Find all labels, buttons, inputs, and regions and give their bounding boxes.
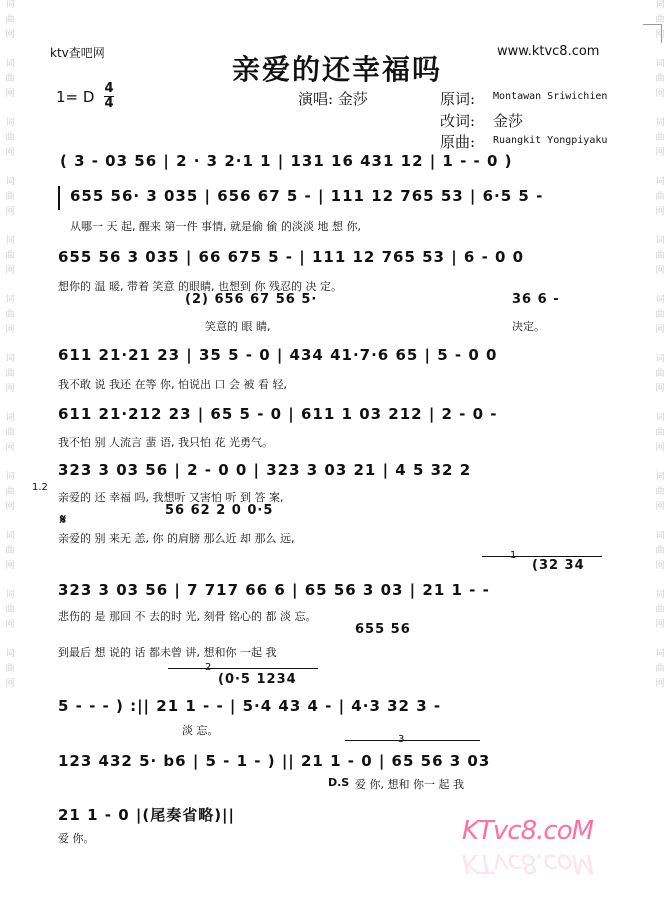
watermark-char: 词: [655, 177, 665, 187]
lyric-line-2: 从哪一 天 起, 醒来 第一件 事情, 就是偷 偷 的淡淡 地 想 你,: [70, 220, 361, 233]
watermark-char: 网: [655, 266, 665, 276]
watermark-char: 曲: [655, 133, 665, 143]
watermark-char: 网: [655, 620, 665, 630]
watermark-char: 网: [655, 502, 665, 512]
adapted-lyrics-label: 改词:: [440, 112, 476, 130]
watermark-char: 网: [5, 207, 15, 217]
watermark-char: 网: [655, 384, 665, 394]
lyric-line-10: 淡 忘。: [182, 724, 219, 737]
watermark-char: 词: [5, 649, 15, 659]
orig-lyrics-author: Montawan Sriwichien: [493, 91, 608, 102]
watermark-char: 词: [5, 295, 15, 305]
watermark-char: 词: [5, 177, 15, 187]
watermark-char: 网: [655, 443, 665, 453]
watermark-char: 词: [5, 472, 15, 482]
watermark-char: 网: [655, 561, 665, 571]
watermark-char: 曲: [5, 605, 15, 615]
score-line-7: 56 62 2 0 0·5: [165, 503, 274, 518]
watermark-char: 网: [655, 30, 665, 40]
volta-1: 1: [510, 550, 517, 561]
watermark-char: 曲: [655, 74, 665, 84]
score-line-9: 655 56: [355, 622, 411, 637]
watermark-char: 网: [5, 679, 15, 689]
watermark-char: 曲: [655, 546, 665, 556]
volta-3: 3: [398, 734, 405, 745]
watermark-char: 网: [655, 89, 665, 99]
site-url-right: www.ktvc8.com: [497, 44, 600, 59]
watermark-char: 网: [5, 325, 15, 335]
watermark-char: 词: [5, 0, 15, 10]
lyric-line-6: 亲爱的 还 幸福 吗, 我想听 又害怕 听 到 答 案,: [58, 491, 284, 504]
watermark-char: 曲: [5, 310, 15, 320]
watermark-char: 词: [655, 472, 665, 482]
orig-lyrics-label: 原词:: [440, 90, 476, 108]
lyric-line-4: 我不敢 说 我还 在等 你, 怕说出 口 会 被 看 轻,: [58, 378, 287, 391]
score-line-2: 655 56· 3 035 | 656 67 5 - | 111 12 765 53 | 6·5 5 -: [70, 187, 544, 205]
score-line-4: 611 21·21 23 | 35 5 - 0 | 434 41·7·6 65 | 5 - 0 0: [58, 346, 498, 364]
watermark-char: 曲: [655, 15, 665, 25]
watermark-char: 曲: [655, 369, 665, 379]
watermark-char: 网: [5, 620, 15, 630]
watermark-char: 词: [655, 354, 665, 364]
watermark-char: 曲: [5, 487, 15, 497]
watermark-char: 词: [5, 236, 15, 246]
verse-mark: 1.2: [32, 482, 48, 493]
watermark-char: 曲: [5, 192, 15, 202]
page-corner-mark: [643, 24, 662, 43]
watermark-char: 曲: [655, 192, 665, 202]
watermark-char: 词: [655, 0, 665, 10]
watermark-char: 曲: [5, 74, 15, 84]
watermark-char: 词: [655, 531, 665, 541]
score-line-8: 323 3 03 56 | 7 717 66 6 | 65 56 3 03 | 21 1 - -: [58, 581, 490, 599]
watermark-char: 词: [5, 354, 15, 364]
watermark-char: 词: [655, 295, 665, 305]
lyric-line-3: 想你的 温 暖, 带着 笑意 的眼睛, 也想到 你 残忍的 决 定。: [58, 280, 342, 293]
time-top: 4: [104, 81, 114, 96]
watermark-char: 词: [655, 236, 665, 246]
site-logo: KTvc8.coM: [462, 816, 594, 846]
orig-music-author: Ruangkit Yongpiyaku: [493, 135, 608, 146]
watermark-char: 网: [655, 148, 665, 158]
volta-2-bracket: [168, 668, 318, 669]
watermark-char: 词: [655, 590, 665, 600]
score-line-8-right: (32 34: [532, 558, 585, 573]
watermark-char: 网: [5, 266, 15, 276]
score-line-3: 655 56 3 035 | 66 675 5 - | 111 12 765 53 | 6 - 0 0: [58, 248, 525, 266]
ds-sign: D.S: [328, 776, 350, 789]
left-watermark: [3, 0, 17, 910]
segno-sign: 𝄋: [60, 512, 67, 528]
orig-music-label: 原曲:: [440, 133, 476, 151]
volta-2: 2: [205, 662, 212, 673]
lyric-line-8: 悲伤的 是 那回 不 去的时 光, 刻骨 铭心的 都 淡 忘。: [58, 610, 317, 623]
score-line-10-pre: (0·5 1234: [218, 672, 297, 687]
song-title: 亲爱的还幸福吗: [232, 53, 443, 86]
score-line-5: 611 21·212 23 | 65 5 - 0 | 611 1 03 212 | 2 - 0 -: [58, 405, 498, 423]
watermark-char: 词: [5, 413, 15, 423]
time-bottom: 4: [104, 96, 114, 111]
watermark-char: 曲: [655, 605, 665, 615]
watermark-char: 曲: [5, 664, 15, 674]
watermark-char: 曲: [5, 369, 15, 379]
watermark-char: 网: [655, 325, 665, 335]
watermark-char: 曲: [655, 487, 665, 497]
lyric-line-alt: 笑意的 眼 睛,: [205, 320, 271, 333]
watermark-char: 词: [655, 118, 665, 128]
watermark-char: 词: [655, 413, 665, 423]
volta-1-bracket: [482, 556, 602, 557]
watermark-char: 网: [655, 679, 665, 689]
lyric-line-7: 亲爱的 别 来无 恙, 你 的肩膀 那么近 却 那么 远,: [58, 532, 295, 545]
score-line-alt: (2) 656 67 56 5·: [185, 292, 318, 307]
watermark-char: 词: [5, 59, 15, 69]
singer-credit: 演唱: 金莎: [298, 90, 368, 108]
volta-3-bracket: [345, 740, 480, 741]
watermark-char: 词: [655, 649, 665, 659]
lyric-line-5: 我不怕 别 人流言 蜚 语, 我只怕 花 光勇气。: [58, 436, 273, 449]
watermark-char: 网: [5, 561, 15, 571]
watermark-char: 网: [5, 89, 15, 99]
score-line-6: 323 3 03 56 | 2 - 0 0 | 323 3 03 21 | 4 5 32 2: [58, 461, 472, 479]
watermark-char: 曲: [5, 428, 15, 438]
watermark-char: 网: [5, 443, 15, 453]
repeat-start-bar: [58, 186, 60, 210]
watermark-char: 曲: [655, 664, 665, 674]
watermark-char: 曲: [5, 133, 15, 143]
lyric-line-12: 爱 你。: [58, 832, 95, 845]
lyric-line-alt-right: 决定。: [512, 320, 545, 333]
watermark-char: 词: [5, 531, 15, 541]
site-name-left: ktv查吧网: [50, 46, 105, 60]
watermark-char: 曲: [5, 251, 15, 261]
right-watermark: [653, 0, 667, 910]
watermark-char: 网: [5, 384, 15, 394]
watermark-char: 网: [5, 30, 15, 40]
score-line-alt-right: 36 6 -: [512, 292, 560, 307]
lyric-line-11: 爱 你, 想和 你一 起 我: [355, 778, 464, 791]
watermark-char: 网: [5, 148, 15, 158]
watermark-char: 网: [5, 502, 15, 512]
watermark-char: 曲: [5, 15, 15, 25]
watermark-char: 曲: [655, 428, 665, 438]
score-line-10: 5 - - - ) :|| 21 1 - - | 5·4 43 4 - | 4·3 32 3 -: [58, 697, 442, 715]
watermark-char: 曲: [655, 251, 665, 261]
watermark-char: 词: [5, 590, 15, 600]
watermark-char: 网: [655, 207, 665, 217]
score-line-12: 21 1 - 0 |(尾奏省略)||: [58, 806, 236, 824]
watermark-char: 曲: [655, 310, 665, 320]
site-logo-reflection: KTvc8.coM: [462, 848, 594, 878]
key-signature: 1= D: [56, 88, 95, 106]
watermark-char: 词: [655, 59, 665, 69]
watermark-char: 词: [5, 118, 15, 128]
score-line-11: 123 432 5· b6 | 5 - 1 - ) || 21 1 - 0 | 65 56 3 03: [58, 752, 491, 770]
watermark-char: 曲: [5, 546, 15, 556]
score-line-1: ( 3 - 03 56 | 2 · 3 2·1 1 | 131 16 431 12 | 1 - - 0 ): [60, 152, 513, 170]
time-signature: [104, 82, 114, 111]
lyric-line-9: 到最后 想 说的 话 都未曾 讲, 想和你 一起 我: [58, 646, 277, 659]
adapted-lyrics-author: 金莎: [493, 112, 524, 130]
